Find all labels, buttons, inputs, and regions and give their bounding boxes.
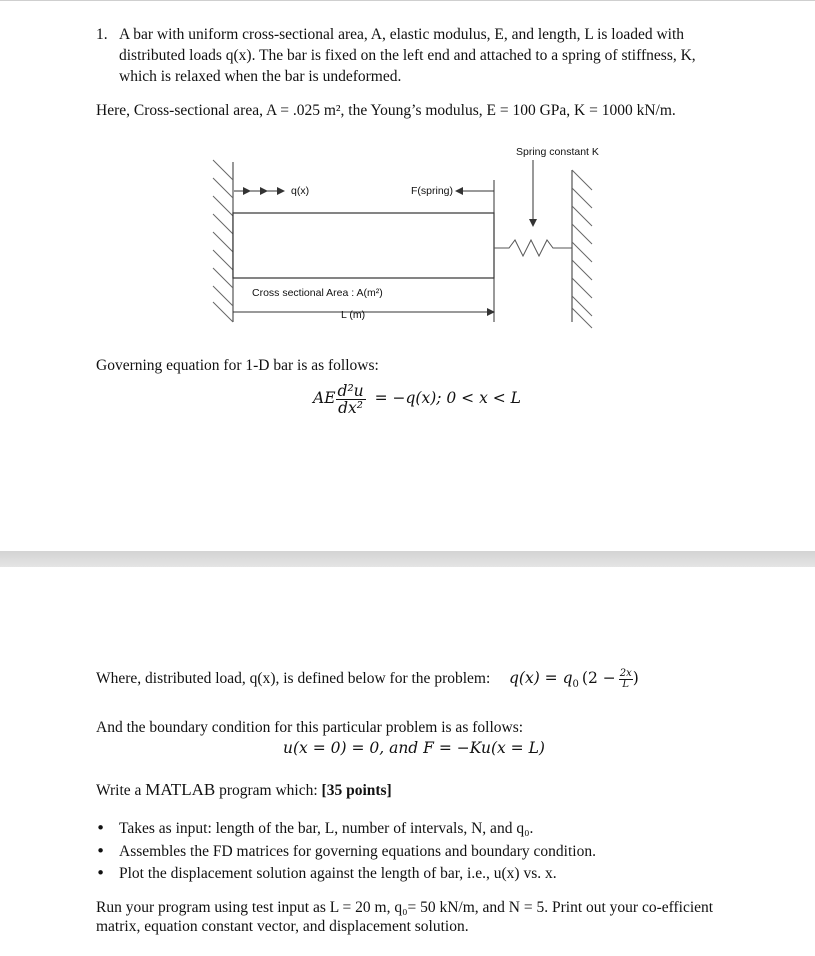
task-bullet-3: • Plot the displacement solution against the length of bar, i.e., u(x) vs. x.	[96, 863, 796, 884]
spring-zigzag	[494, 240, 572, 256]
task-bullet-2: • Assembles the FD matrices for governing equations and boundary condition.	[96, 841, 796, 862]
governing-frac-den: dx²	[338, 398, 364, 417]
spring-constant-label: Spring constant K	[516, 146, 599, 158]
bar-spring-figure	[195, 140, 635, 340]
load-label: q(x)	[291, 185, 310, 197]
parameters-line: Here, Cross-sectional area, A = .025 m², the Young’s modulus, E = 100 GPa, K = 1000 kN/m.	[96, 102, 676, 119]
load-eq-lhs: q(x) = q	[509, 669, 573, 687]
run-instructions-line1: Run your program using test input as L = 20 m, q₀= 50 kN/m, and N = 5. Print out your co-efficient	[96, 899, 714, 916]
top-border	[0, 0, 815, 1]
problem-intro-line3: which is relaxed when the bar is undeformed.	[119, 68, 402, 85]
task-prefix: Write a	[96, 782, 146, 799]
load-equation	[509, 662, 639, 694]
right-wall-hatch	[572, 170, 592, 328]
governing-equation	[313, 378, 521, 418]
left-wall-hatch	[213, 160, 233, 322]
length-label: L (m)	[341, 309, 366, 321]
governing-intro: Governing equation for 1-D bar is as follows:	[96, 357, 379, 374]
task-bullet-1: • Takes as input: length of the bar, L, number of intervals, N, and q₀.	[96, 818, 796, 839]
task-heading	[96, 779, 392, 801]
task-bullet-list	[96, 818, 796, 886]
run-instructions-line2: matrix, equation constant vector, and displacement solution.	[96, 918, 469, 935]
governing-lhs-prefix: AE	[313, 389, 336, 407]
load-eq-open: (2 −	[581, 669, 616, 687]
load-eq-frac-den: L	[622, 678, 630, 690]
governing-fraction	[336, 383, 366, 416]
task-points: [35 points]	[321, 782, 392, 799]
page-break	[0, 551, 815, 567]
governing-frac-num: d²u	[337, 381, 364, 400]
load-eq-fraction	[619, 669, 633, 690]
problem-intro-line2: distributed loads q(x). The bar is fixed on the left end and attached to a spring of stiffness, K,	[119, 47, 696, 64]
boundary-text: And the boundary condition for this particular problem is as follows:	[96, 719, 524, 736]
bar-rectangle	[233, 213, 494, 278]
task-matlab: MATLAB	[145, 780, 216, 799]
load-eq-sub: 0	[572, 679, 579, 691]
governing-rhs: = −q(x); 0 < x < L	[374, 389, 521, 407]
load-eq-close: )	[632, 669, 639, 687]
load-text: Where, distributed load, q(x), is defined below for the problem:	[96, 670, 491, 687]
problem-number: 1.	[96, 26, 108, 43]
task-suffix: program which:	[215, 782, 322, 799]
cross-section-label: Cross sectional Area : A(m²)	[252, 287, 383, 299]
spring-force-label: F(spring)	[411, 185, 454, 197]
boundary-equation: u(x = 0) = 0, and F = −Ku(x = L)	[283, 739, 545, 757]
load-eq-frac-num: 2x	[619, 667, 632, 679]
problem-intro-line1: A bar with uniform cross-sectional area, A, elastic modulus, E, and length, L is loaded with	[119, 26, 685, 43]
